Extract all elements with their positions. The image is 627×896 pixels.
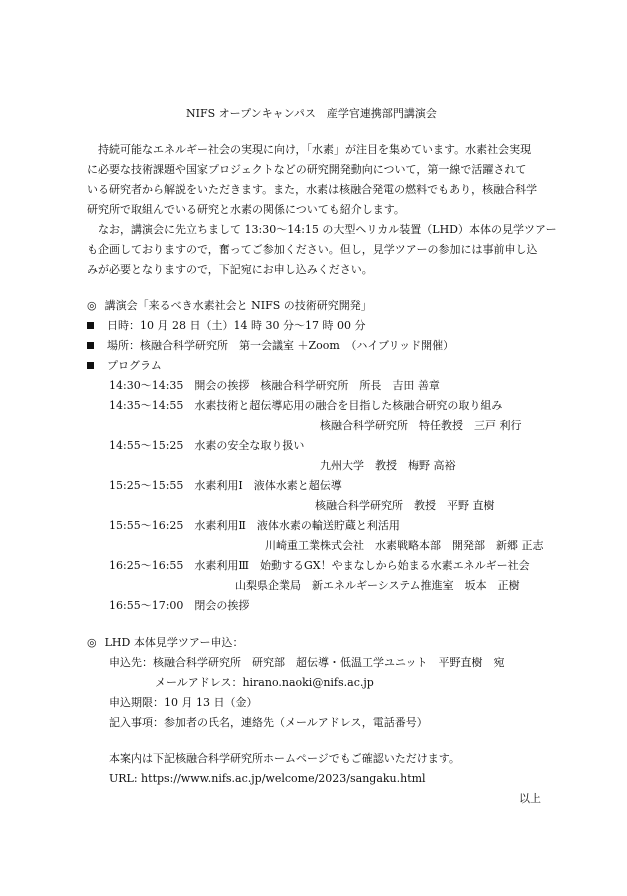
tour-heading-row xyxy=(87,636,244,650)
program-speaker: 核融合科学研究所 教授 平野 直樹 xyxy=(315,499,495,512)
lecture-date-row xyxy=(87,319,365,333)
program-item: 14:35〜14:55 水素技術と超伝導応用の融合を目指した核融合研究の取り組み xyxy=(109,399,503,412)
intro-line: も企画しておりますので，奮ってご参加ください。但し，見学ツアーの参加には事前申し込 xyxy=(87,243,538,256)
intro-line: 研究所で取組んでいる研究と水素の関係についても紹介します。 xyxy=(87,203,405,216)
tour-contact: 申込先：核融合科学研究所 研究部 超伝導・低温工学ユニット 平野直樹 宛 xyxy=(109,656,505,669)
intro-line: 持続可能なエネルギー社会の実現に向け，「水素」が注目を集めています。水素社会実現 xyxy=(87,143,532,156)
intro-line: いる研究者から解説をいただきます。また，水素は核融合発電の燃料でもあり，核融合科学 xyxy=(87,183,538,196)
intro-line: みが必要となりますので，下記宛にお申し込みください。 xyxy=(87,263,373,276)
footer-url: URL: https://www.nifs.ac.jp/welcome/2023/sangaku.html xyxy=(109,772,426,785)
program-speaker: 核融合科学研究所 特任教授 三戸 利行 xyxy=(320,419,522,432)
document-title: NIFS オープンキャンパス 産学官連携部門講演会 xyxy=(186,107,437,120)
intro-line: に必要な技術課題や国家プロジェクトなどの研究開発動向について，第一線で活躍されて xyxy=(87,163,527,176)
program-speaker: 川崎重工業株式会社 水素戦略本部 開発部 新郷 正志 xyxy=(265,539,544,552)
tour-deadline: 申込期限：10 月 13 日（金） xyxy=(109,696,258,709)
square-bullet-icon xyxy=(87,322,94,329)
intro-line: なお，講演会に先立ちまして 13:30〜14:15 の大型ヘリカル装置（LHD）本体の見学ツアー xyxy=(87,223,557,236)
program-item: 14:55〜15:25 水素の安全な取り扱い xyxy=(109,439,305,452)
program-item: 15:25〜15:55 水素利用Ⅰ 液体水素と超伝導 xyxy=(109,479,342,492)
lecture-place-row xyxy=(87,339,454,353)
lecture-place: 場所：核融合科学研究所 第一会議室 ＋Zoom （ハイブリッド開催） xyxy=(107,339,455,352)
program-label: プログラム xyxy=(107,359,162,372)
tour-email: メールアドレス：hirano.naoki@nifs.ac.jp xyxy=(155,676,374,689)
square-bullet-icon xyxy=(87,362,94,369)
lecture-heading-row xyxy=(87,299,372,313)
program-item: 14:30〜14:35 開会の挨拶 核融合科学研究所 所長 吉田 善章 xyxy=(109,379,440,392)
footer-note: 本案内は下記核融合科学研究所ホームページでもご確認いただけます。 xyxy=(109,752,460,765)
double-circle-icon: ◎ xyxy=(87,636,97,649)
double-circle-icon: ◎ xyxy=(87,299,97,312)
program-label-row xyxy=(87,359,162,373)
tour-fields: 記入事項：参加者の氏名，連絡先（メールアドレス，電話番号） xyxy=(109,716,428,729)
lecture-heading: 講演会「来るべき水素社会と NIFS の技術研究開発」 xyxy=(104,299,372,312)
program-item: 16:25〜16:55 水素利用Ⅲ 始動するGX！やまなしから始まる水素エネルギー社会 xyxy=(109,559,530,572)
closing-mark: 以上 xyxy=(519,792,541,805)
square-bullet-icon xyxy=(87,342,94,349)
tour-heading: LHD 本体見学ツアー申込： xyxy=(104,636,244,649)
program-speaker: 山梨県企業局 新エネルギーシステム推進室 坂本 正樹 xyxy=(235,579,520,592)
program-speaker: 九州大学 教授 梅野 高裕 xyxy=(320,459,456,472)
lecture-date: 日時：10 月 28 日（土）14 時 30 分〜17 時 00 分 xyxy=(107,319,366,332)
program-item: 16:55〜17:00 閉会の挨拶 xyxy=(109,599,250,612)
program-item: 15:55〜16:25 水素利用Ⅱ 液体水素の輸送貯蔵と利活用 xyxy=(109,519,400,532)
